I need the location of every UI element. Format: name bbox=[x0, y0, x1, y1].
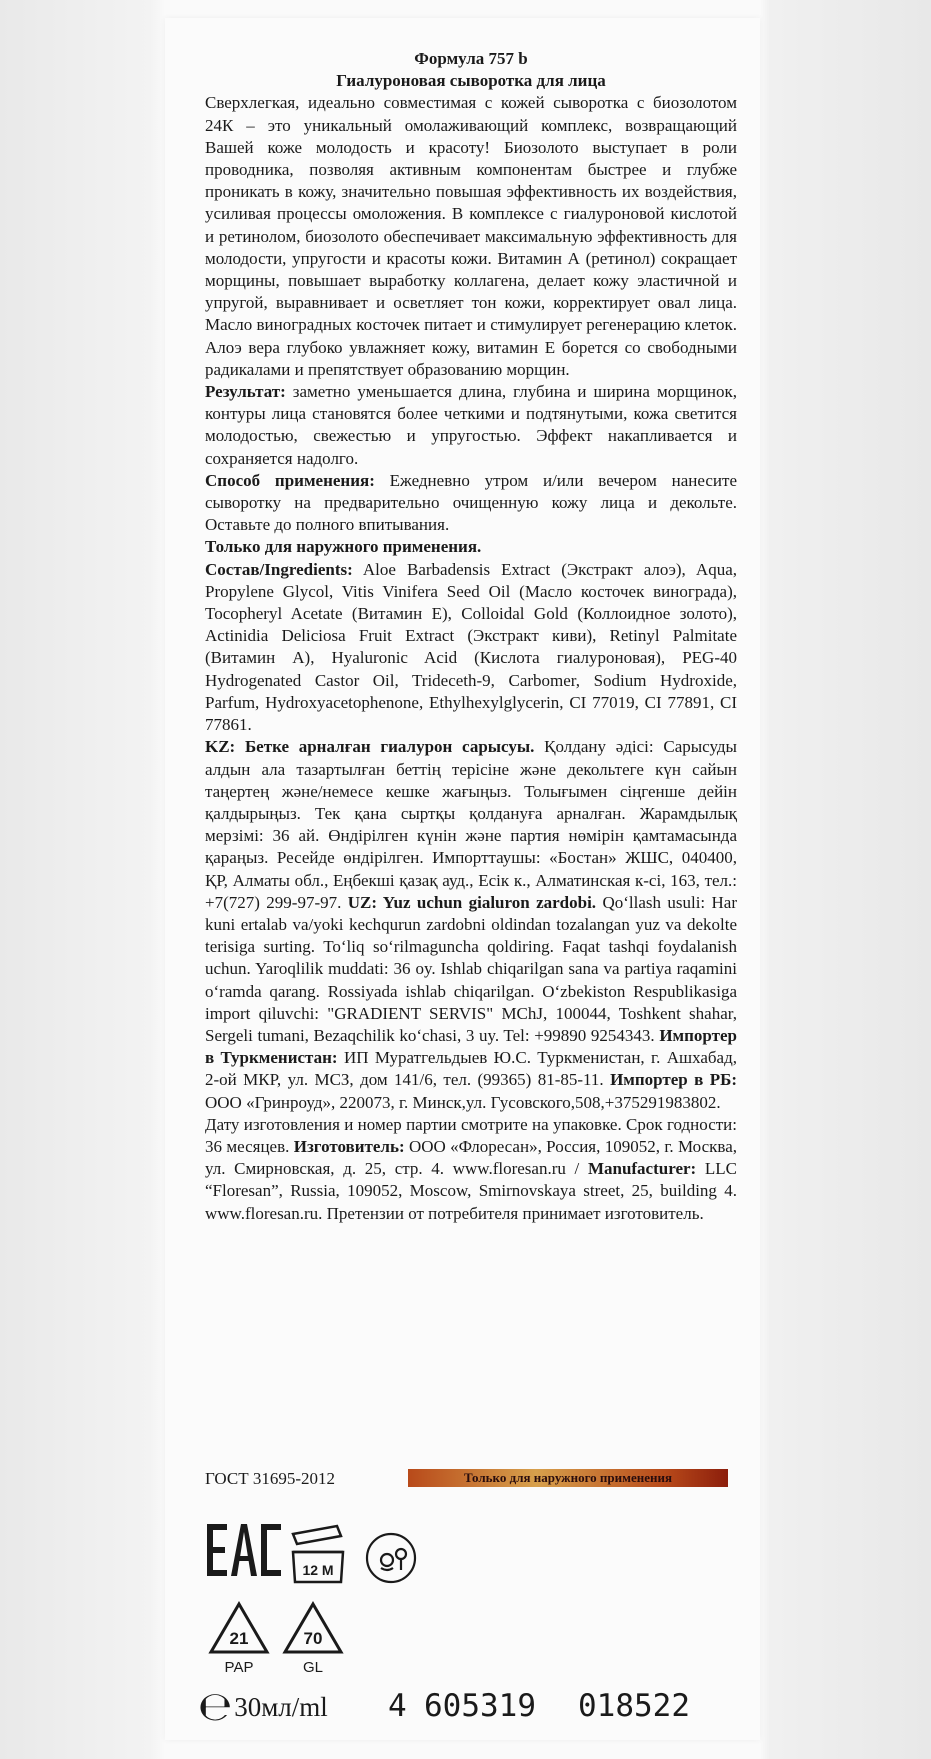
manufacturer-text-1: Дату изготовления и номер партии смотрите на упаковке. Срок годности: 36 месяцев. bbox=[205, 1114, 737, 1156]
barcode-number bbox=[388, 1688, 726, 1724]
result-text: заметно уменьшается длина, глубина и ширина морщинок, контуры лица становятся более четкими и подтянутыми, кожа светится молодостью, свежестью и упругостью. Эффект накапливается и сохраняется надолго. bbox=[205, 382, 737, 468]
certification-icons bbox=[205, 1512, 445, 1586]
kz-label: KZ: Бетке арналған гиалурон сарысуы. bbox=[205, 737, 535, 757]
uz-label: UZ: Yuz uchun gialuron zardobi. bbox=[347, 892, 597, 912]
multilang-paragraph bbox=[205, 736, 737, 1113]
gost-standard: ГОСТ 31695-2012 bbox=[205, 1469, 336, 1488]
recycle-pap-number: 21 bbox=[229, 1629, 249, 1648]
description: Сверхлегкая, идеально совместимая с кожей сыворотка с биозолотом 24К – это уникальный омолаживающий комплекс, возвращающий Вашей коже молодость и красоту! Биозолото выступает в роли проводника, позволяя активным компонентам быстрее и глубже проникать в кожу, значительно повышая эффективность их воздействия, усиливая процессы омоложения. В комплексе с гиалуроновой кислотой и ретинолом, биозолото обеспечивает максимальную эффективность для молодости, упругости и красоты кожи. Витамин А (ретинол) сокращает морщины, повышает выработку коллагена, делает кожу эластичной и упругой, выравнивает и осветляет тон кожи, корректирует овал лица. Масло виноградных косточек питает и стимулирует регенерацию клеток. Алоэ вера глубоко увлажняет кожу, витамин Е борется со свободными радикалами и препятствует образованию морщин. bbox=[205, 93, 737, 379]
external-use-badge: Только для наружного применения bbox=[408, 1469, 728, 1487]
ingredients-text: Aloe Barbadensis Extract (Экстракт алоэ), Aqua, Propylene Glycol, Vitis Vinifera Seed Oil (Масло косточек винограда), Tocopheryl Acetate (Витамин Е), Colloidal Gold (Коллоидное золото), Actinidia Deliciosa Fruit Extract (Экстракт киви), Retinyl Palmitate (Витамин А), Hyaluronic Acid (Кислота гиалуроновая), PEG-40 Hydrogenated Castor Oil, Trideceth-9, Carbomer, Sodium Hydroxide, Parfum, Hydroxyacetophenone, Ethylhexylglycerin, CI 77019, CI 77891, CI 77861. bbox=[205, 559, 737, 735]
barcode-left-group: 605319 bbox=[424, 1688, 536, 1724]
recycle-gl-label: GL bbox=[302, 1659, 324, 1676]
uz-text: Qo‘llash usuli: Har kuni ertalab va/yoki kechqurun zardobni oldindan tozalangan yuz va dekolte terisiga surting. To‘liq so‘rilmaguncha qoldiring. Faqat tashqi foydalanish uchun. Yaroqlilik muddati: 36 oy. Ishlab chiqarilgan sana va partiya raqamini o‘ramda qarang. Rossiyada ishlab chiqarilgan. O‘zbekiston Respublikasiga import qiluvchi: "GRADIENT SERVIS" MChJ, 100044, Toshkent shahar, Sergeli tumani, Bezaqchilik ko‘chasi, 3 uy. Tel: +99890 9254343. bbox=[205, 892, 738, 1045]
kz-text: Қолдану әдісі: Сарысуды алдын ала тазартылған беттің терісіне және декольтеге күн сайын таңертең және/немесе кешке жағыңыз. Толығымен сіңгенше дейін қалдырыңыз. Тек қана сыртқы қолдануға арналған. Жарамдылық мерзімі: 36 ай. Өндірілген күнін және партия нөмірін қамтамасында қараңыз. Ресейде өндірілген. Импорттаушы: «Бостан» ЖШС, 040400, ҚР, Алматы обл., Еңбекші қазақ ауд., Есік к., Алматинская к-сі, 163, тел.: +7(727) 299-97-97. bbox=[205, 737, 737, 912]
manufacturer-text-2: ООО «Флоресан», Россия, 109052, г. Москва, ул. Смирновская, д. 25, стр. 4. www.floresan.ru / bbox=[205, 1136, 737, 1179]
recycle-gl-number: 70 bbox=[303, 1629, 323, 1648]
result-label: Результат: bbox=[205, 382, 286, 402]
usage-paragraph bbox=[205, 470, 737, 537]
product-title: Гиалуроновая сыворотка для лица bbox=[336, 71, 606, 91]
recycle-pap-label: PAP bbox=[224, 1659, 254, 1676]
barcode-right-group: 018522 bbox=[578, 1688, 690, 1724]
usage-label: Способ применения: bbox=[205, 470, 375, 490]
tm-label: Импортер в Туркменистан: bbox=[205, 1025, 737, 1068]
volume-value: 30мл/ml bbox=[234, 1692, 328, 1722]
barcode-first-digit: 4 bbox=[388, 1688, 407, 1724]
manufacturer-label-en: Manufacturer: bbox=[587, 1159, 697, 1179]
tested-icon bbox=[367, 1534, 415, 1582]
label-text bbox=[205, 48, 737, 1225]
formula-title: Формула 757 b bbox=[414, 49, 528, 68]
manufacturer-paragraph bbox=[205, 1114, 737, 1225]
volume-label bbox=[198, 1684, 328, 1730]
ingredients-paragraph bbox=[205, 559, 737, 737]
manufacturer-text-3: LLC “Floresan”, Russia, 109052, Moscow, Smirnovskaya street, 25, building 4. www.floresan.ru. Претензии от потребителя принимает изготовитель. bbox=[205, 1159, 737, 1223]
eac-icon bbox=[207, 1524, 281, 1576]
ingredients-label: Состав/Ingredients: bbox=[205, 559, 353, 579]
rb-label: Импортер в РБ: bbox=[610, 1070, 737, 1090]
usage-text: Ежедневно утром и/или вечером нанесите сыворотку на предварительно очищенную кожу лица и декольте. Оставьте до полного впитывания. bbox=[205, 470, 737, 535]
recycling-icons bbox=[205, 1598, 355, 1676]
external-only-note: Только для наружного применения. bbox=[205, 537, 482, 557]
estimated-sign-icon: ℮ bbox=[198, 1684, 233, 1730]
manufacturer-label-ru: Изготовитель: bbox=[293, 1136, 405, 1156]
rb-text: ООО «Гринроуд», 220073, г. Минск,ул. Гусовского,508,+375291983802. bbox=[205, 1092, 721, 1112]
result-paragraph bbox=[205, 381, 737, 470]
pao-label: 12 M bbox=[302, 1562, 334, 1578]
tm-text: ИП Муратгельдыев Ю.С. Туркменистан, г. Ашхабад, 2-ой МКР, ул. МСЗ, дом 141/6, тел. (99365) 81-85-11. bbox=[205, 1048, 737, 1090]
